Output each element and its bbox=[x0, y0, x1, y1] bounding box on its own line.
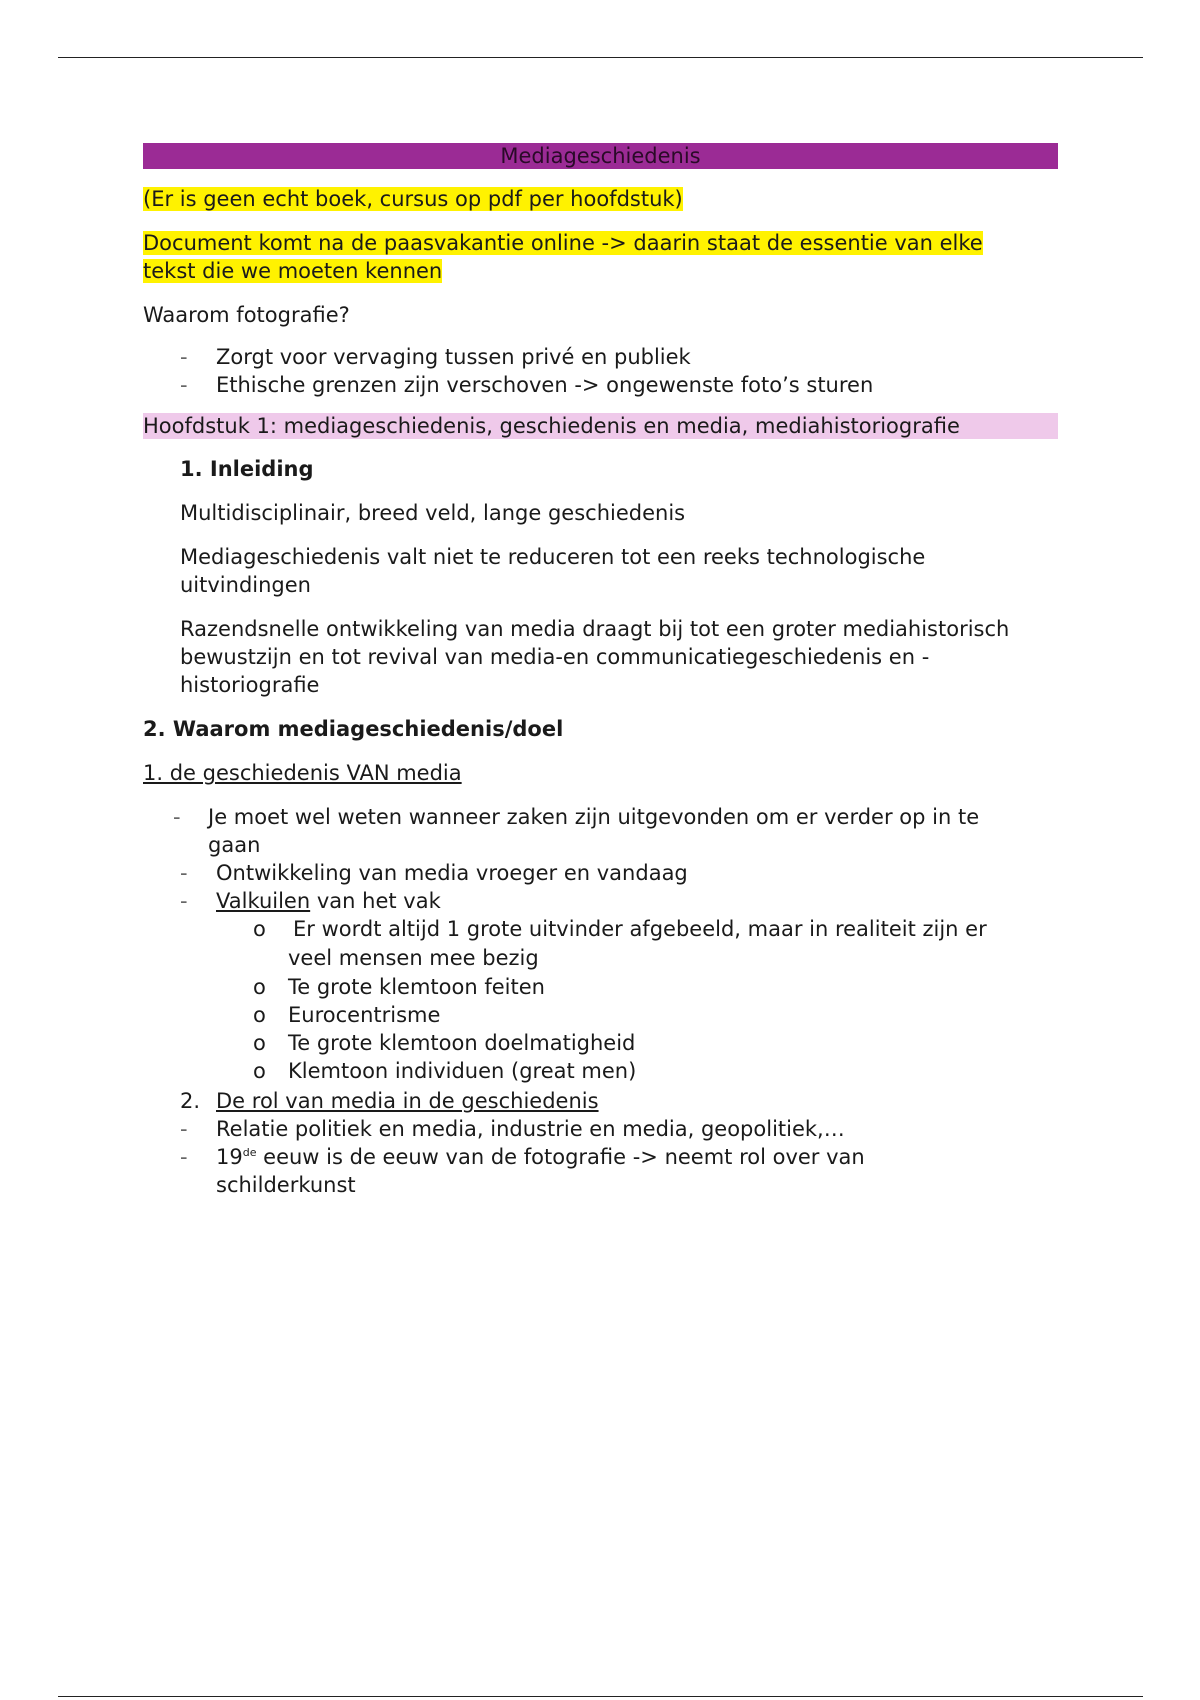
section-2-heading: 2. Waarom mediageschiedenis/doel bbox=[143, 717, 564, 741]
list-item: - Relatie politiek en media, industrie en media, geopolitiek,… bbox=[180, 1117, 845, 1141]
section-1-paragraph-3: Razendsnelle ontwikkeling van media draagt bij tot een groter mediahistorisch bewustzijn en tot revival van media-en communicatiegeschiedenis en - historiografie bbox=[180, 617, 1010, 697]
chapter-heading: Hoofdstuk 1: mediageschiedenis, geschiedenis en media, mediahistoriografie bbox=[143, 413, 1058, 439]
document-page bbox=[143, 143, 1058, 1199]
section-1-paragraph-1: Multidisciplinair, breed veld, lange geschiedenis bbox=[180, 501, 686, 525]
subsection-1-heading: 1. de geschiedenis VAN media bbox=[143, 761, 462, 785]
section-1-paragraph-2: Mediageschiedenis valt niet te reduceren tot een reeks technologische uitvindingen bbox=[180, 545, 926, 597]
list-item: - Je moet wel weten wanneer zaken zijn uitgevonden om er verder op in te gaan bbox=[173, 805, 980, 857]
note-pdf: (Er is geen echt boek, cursus op pdf per hoofdstuk) bbox=[143, 187, 683, 211]
subsection-2-heading: 2. De rol van media in de geschiedenis bbox=[180, 1089, 599, 1113]
list-item: - Zorgt voor vervaging tussen privé en publiek bbox=[180, 345, 691, 369]
pitfall-item-continued: veel mensen mee bezig bbox=[288, 946, 539, 970]
list-item: - Valkuilen van het vak bbox=[180, 889, 441, 913]
list-item: - Ethische grenzen zijn verschoven -> ongewenste foto’s sturen bbox=[180, 373, 874, 397]
pitfall-item: o Eurocentrisme bbox=[253, 1003, 441, 1027]
pitfall-item: o Te grote klemtoon doelmatigheid bbox=[253, 1031, 636, 1055]
pitfall-item: o Klemtoon individuen (great men) bbox=[253, 1059, 637, 1083]
note-document-line2: tekst die we moeten kennen bbox=[143, 259, 443, 283]
question-fotografie: Waarom fotografie? bbox=[143, 303, 350, 327]
list-item: - Ontwikkeling van media vroeger en vandaag bbox=[180, 861, 688, 885]
header-rule bbox=[58, 57, 1143, 58]
section-1-heading: 1. Inleiding bbox=[180, 457, 314, 481]
document-title: Mediageschiedenis bbox=[143, 143, 1058, 169]
section-2-list bbox=[143, 803, 1058, 1199]
footer-rule bbox=[58, 1696, 1143, 1697]
note-document-line1: Document komt na de paasvakantie online -> daarin staat de essentie van elke bbox=[143, 231, 983, 255]
list-item: - 19de eeuw is de eeuw van de fotografie -> neemt rol over van schilderkunst bbox=[180, 1145, 865, 1197]
intro-bullet-list bbox=[143, 343, 1058, 399]
pitfall-item: o Er wordt altijd 1 grote uitvinder afgebeeld, maar in realiteit zijn er bbox=[253, 917, 987, 941]
pitfall-item: o Te grote klemtoon feiten bbox=[253, 975, 545, 999]
